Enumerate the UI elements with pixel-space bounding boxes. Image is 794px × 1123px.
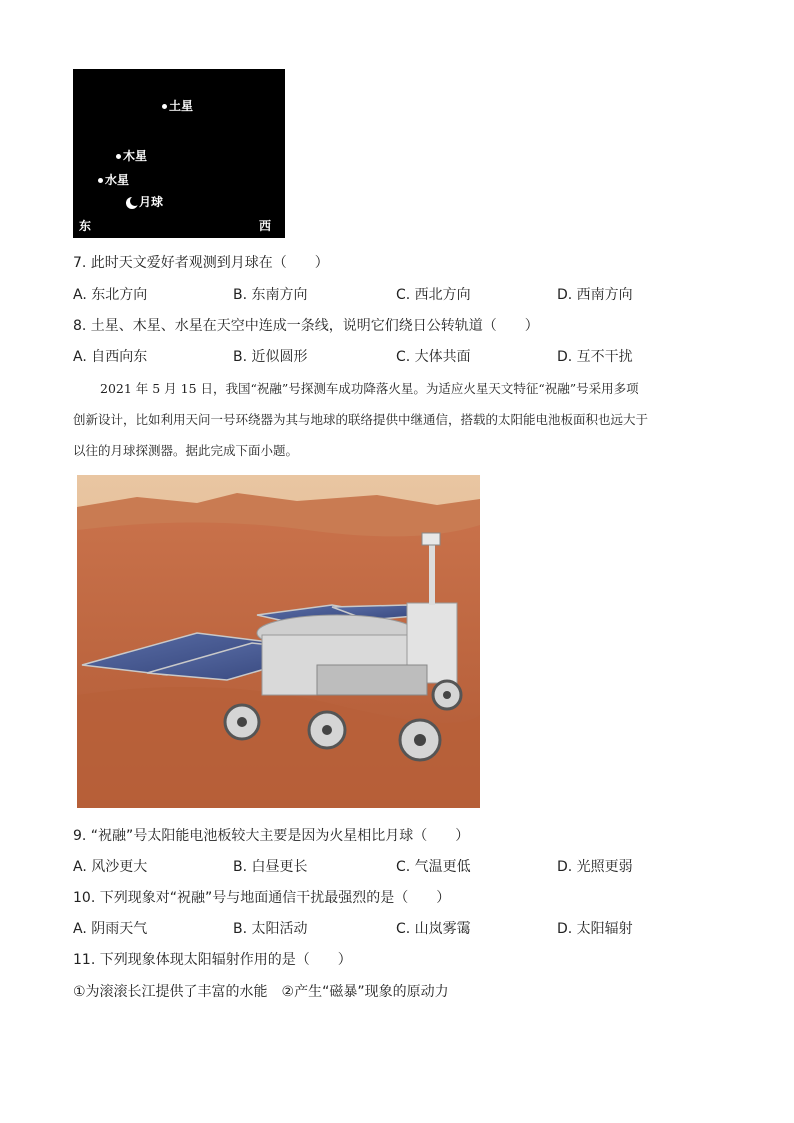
q10-option-d[interactable]: D. 太阳辐射: [557, 921, 633, 937]
question-9-stem: 9. “祝融”号太阳能电池板较大主要是因为火星相比月球（ ）: [73, 828, 470, 844]
passage-line-2: 创新设计，比如利用天问一号环绕器为其与地球的联络提供中继通信，搭载的太阳能电池板面积也远大于: [73, 412, 649, 427]
passage-line-1: 2021 年 5 月 15 日，我国“祝融”号探测车成功降落火星。为适应火星天文特征“祝融”号采用多项: [100, 381, 639, 396]
q10-option-b[interactable]: B. 太阳活动: [233, 921, 308, 937]
saturn-dot-icon: [162, 104, 167, 109]
jupiter-label: 木星: [116, 147, 147, 164]
saturn-label: 土星: [162, 97, 193, 114]
mars-rover-photo: [77, 475, 480, 808]
q9-option-b[interactable]: B. 白昼更长: [233, 859, 308, 875]
q9-option-a[interactable]: A. 风沙更大: [73, 859, 148, 875]
q8-option-d[interactable]: D. 互不干扰: [557, 349, 633, 365]
question-11-stem: 11. 下列现象体现太阳辐射作用的是（ ）: [73, 952, 352, 968]
q7-option-b[interactable]: B. 东南方向: [233, 287, 308, 303]
question-7-stem: 7. 此时天文爱好者观测到月球在（ ）: [73, 255, 329, 271]
q8-option-b[interactable]: B. 近似圆形: [233, 349, 308, 365]
q10-option-c[interactable]: C. 山岚雾霭: [396, 921, 471, 937]
q7-option-a[interactable]: A. 东北方向: [73, 287, 148, 303]
q9-option-d[interactable]: D. 光照更弱: [557, 859, 633, 875]
jupiter-dot-icon: [116, 154, 121, 159]
q7-option-d[interactable]: D. 西南方向: [557, 287, 633, 303]
question-11-items: ①为滚滚长江提供了丰富的水能 ②产生“磁暴”现象的原动力: [73, 984, 449, 1000]
q9-option-c[interactable]: C. 气温更低: [396, 859, 471, 875]
moon-label: 月球: [125, 193, 163, 210]
east-label: 东: [79, 219, 92, 233]
passage-line-3: 以往的月球探测器。据此完成下面小题。: [73, 443, 299, 458]
q10-option-a[interactable]: A. 阴雨天气: [73, 921, 148, 937]
mercury-dot-icon: [98, 178, 103, 183]
q8-option-a[interactable]: A. 自西向东: [73, 349, 148, 365]
mercury-label: 水星: [98, 171, 129, 188]
q8-option-c[interactable]: C. 大体共面: [396, 349, 471, 365]
west-label: 西: [259, 219, 272, 233]
question-8-stem: 8. 土星、木星、水星在天空中连成一条线，说明它们绕日公转轨道（ ）: [73, 318, 539, 334]
crescent-moon-icon: [125, 196, 139, 210]
night-sky-figure: [73, 69, 285, 238]
question-10-stem: 10. 下列现象对“祝融”号与地面通信干扰最强烈的是（ ）: [73, 890, 451, 906]
q7-option-c[interactable]: C. 西北方向: [396, 287, 471, 303]
